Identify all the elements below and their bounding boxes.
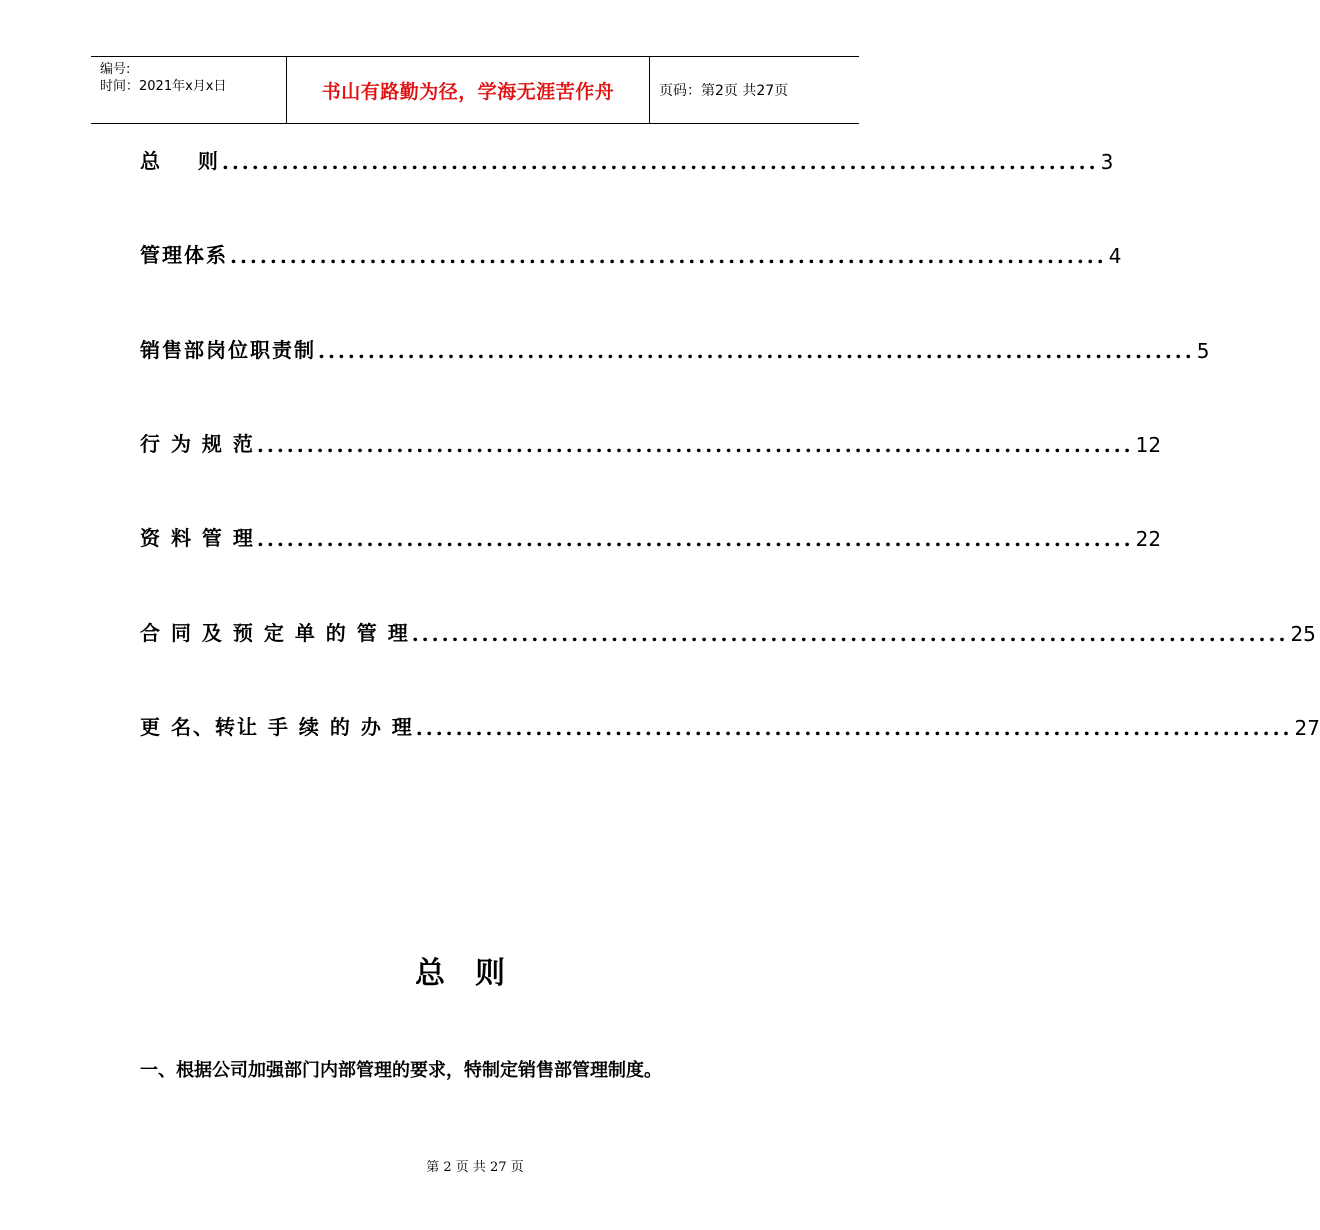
header-page-info: 页码：第2页 共27页 (659, 83, 789, 99)
toc-entry-page: 12 (1135, 433, 1162, 457)
toc-entry-page: 25 (1290, 622, 1316, 646)
body-paragraph: 一、根据公司加强部门内部管理的要求，特制定销售部管理制度。 (140, 1060, 662, 1081)
toc-entry[interactable] (140, 710, 1320, 740)
header-meta (100, 61, 226, 95)
header-motto: 书山有路勤为径，学海无涯苦作舟 (321, 80, 615, 103)
toc-leader-dots: ........................................................................................ (230, 244, 1107, 268)
toc-entry-title: 更 名、转让 手 续 的 办 理 (140, 715, 414, 739)
toc-leader-dots: ........................................................................................ (256, 433, 1134, 457)
document-time-label: 时间：2021年x月x日 (100, 79, 227, 94)
toc-entry[interactable] (140, 238, 1122, 268)
toc-entry-title: 合 同 及 预 定 单 的 管 理 (140, 621, 410, 645)
toc-entry-title: 管理体系 (140, 243, 228, 267)
toc-entry-title: 资 料 管 理 (140, 526, 255, 550)
section-title: 总则 (415, 956, 535, 991)
toc-entry-title: 行 为 规 范 (140, 432, 255, 456)
toc-entry[interactable] (140, 521, 1162, 551)
toc-leader-dots: ........................................................................................ (411, 622, 1289, 646)
toc-entry-title: 销售部岗位职责制 (140, 338, 316, 362)
toc-leader-dots: ........................................................................................ (415, 716, 1293, 740)
toc-entry[interactable] (140, 427, 1162, 457)
toc-entry-page: 5 (1196, 339, 1210, 363)
page-footer: 第 2 页 共 27 页 (426, 1160, 524, 1175)
toc-entry-page: 4 (1108, 244, 1122, 268)
toc-entry-title: 总 则 (140, 149, 220, 173)
page-header (91, 56, 859, 124)
toc-entry-page: 3 (1100, 150, 1114, 174)
toc-entry-page: 22 (1135, 527, 1162, 551)
toc-leader-dots: ........................................................................................ (256, 527, 1134, 551)
toc-entry[interactable] (140, 144, 1114, 174)
toc-entry[interactable] (140, 333, 1210, 363)
toc-entry-page: 27 (1294, 716, 1320, 740)
toc-leader-dots: ........................................................................................ (221, 150, 1099, 174)
toc-leader-dots: ........................................................................................ (318, 339, 1195, 363)
document-number-label: 编号: (100, 62, 131, 77)
toc-entry[interactable] (140, 616, 1316, 646)
